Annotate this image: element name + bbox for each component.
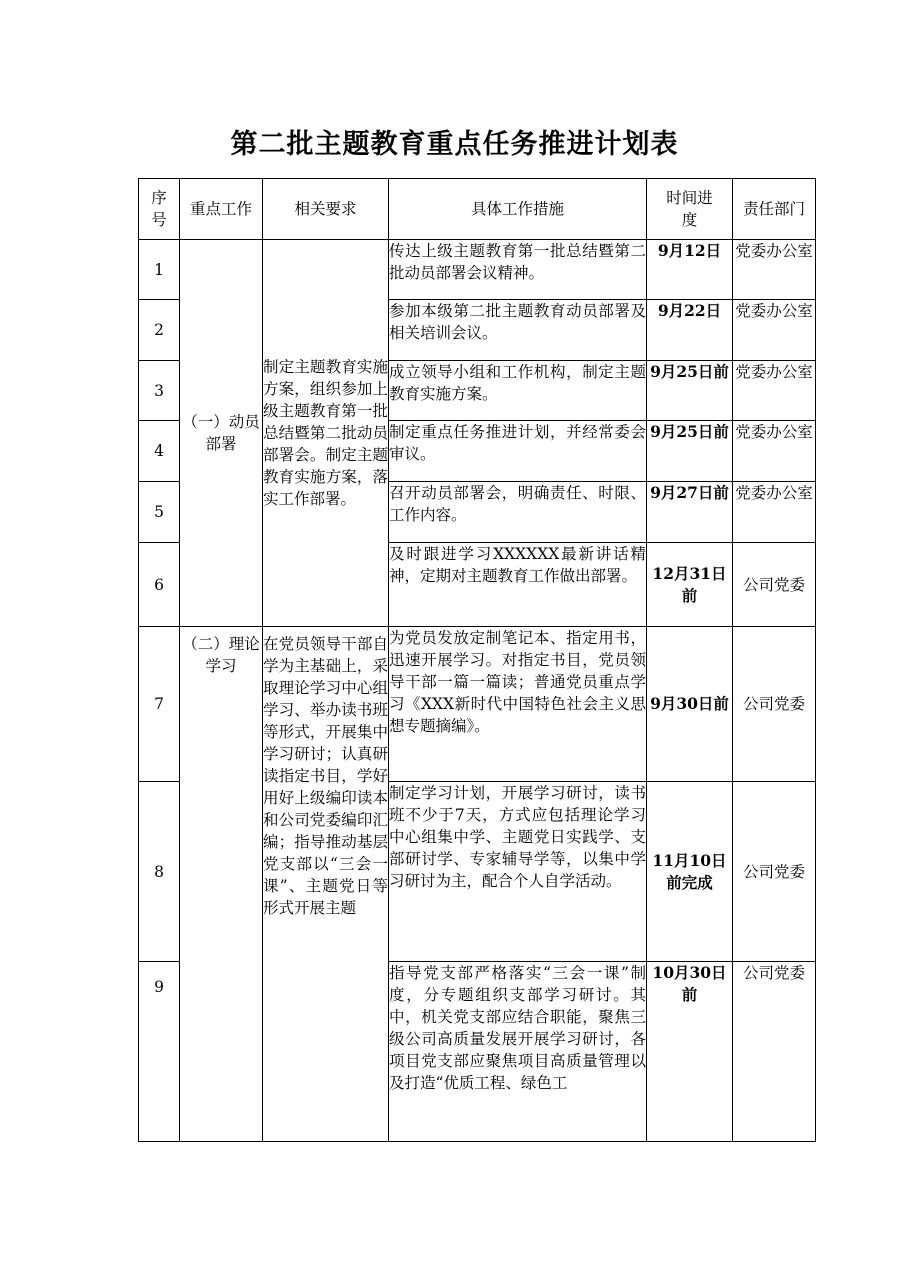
plan-table [138,178,816,1142]
measure-cell: 召开动员部署会，明确责任、时限、工作内容。 [389,482,647,543]
time-cell: 9月25日前 [647,361,733,421]
header-no: 序号 [139,179,180,240]
dept-cell: 党委办公室 [733,482,816,543]
time-cell: 12月31日前 [647,543,733,627]
time-cell: 9月27日前 [647,482,733,543]
row-number: 5 [139,482,180,543]
measure-cell: 制定学习计划，开展学习研讨，读书班不少于7天，方式应包括理论学习中心组集中学、主题党日实践学、支部研讨学、专家辅导学等，以集中学习研讨为主，配合个人自学活动。 [389,782,647,962]
time-cell: 9月30日前 [647,627,733,782]
dept-cell: 公司党委 [733,962,816,1142]
table-header-row [139,179,816,240]
row-number: 4 [139,421,180,482]
measure-cell-text: 指导党支部严格落实“三会一课”制度，分专题组织支部学习研讨。其中，机关党支部应结合职能，聚焦三级公司高质量发展开展学习研讨，各项目党支部应聚焦项目高质量管理以及打造“优质工程、绿色工 [389,964,646,1092]
time-cell: 9月12日 [647,240,733,300]
measure-cell [389,962,647,1142]
dept-cell: 党委办公室 [733,421,816,482]
row-number: 9 [139,962,180,1142]
table-row [139,240,816,300]
measure-cell: 传达上级主题教育第一批总结暨第二批动员部署会议精神。 [389,240,647,300]
dept-cell: 党委办公室 [733,300,816,361]
row-number: 1 [139,240,180,300]
measure-cell: 为党员发放定制笔记本、指定用书，迅速开展学习。对指定书目，党员领导干部一篇一篇读；普通党员重点学习《XXX新时代中国特色社会主义思想专题摘编》。 [389,627,647,782]
dept-cell: 公司党委 [733,782,816,962]
time-cell: 10月30日前 [647,962,733,1142]
measure-cell: 成立领导小组和工作机构，制定主题教育实施方案。 [389,361,647,421]
header-requirement: 相关要求 [263,179,389,240]
time-cell: 11月10日前完成 [647,782,733,962]
row-number: 6 [139,543,180,627]
row-number: 2 [139,300,180,361]
row-number: 3 [139,361,180,421]
header-dept: 责任部门 [733,179,816,240]
header-time: 时间进度 [647,179,733,240]
dept-cell: 党委办公室 [733,240,816,300]
header-key-work: 重点工作 [180,179,263,240]
dept-cell: 公司党委 [733,543,816,627]
measure-cell: 制定重点任务推进计划，并经常委会审议。 [389,421,647,482]
time-cell: 9月22日 [647,300,733,361]
measure-cell: 参加本级第二批主题教育动员部署及相关培训会议。 [389,300,647,361]
page-title: 第二批主题教育重点任务推进计划表 [230,129,679,160]
requirement-cell: 在党员领导干部自学为主基础上，采取理论学习中心组学习、举办读书班等形式，开展集中学习研讨；认真研读指定书目，学好用好上级编印读本和公司党委编印汇编；指导推动基层党支部以“三会一课”、主题党日等形式开展主题 [263,627,389,1142]
dept-cell: 党委办公室 [733,361,816,421]
key-work-cell: （二）理论学习 [180,627,263,1142]
requirement-cell: 制定主题教育实施方案，组织参加上级主题教育第一批总结暨第二批动员部署会。制定主题教育实施方案，落实工作部署。 [263,240,389,627]
table-row [139,627,816,782]
key-work-cell: （一）动员部署 [180,240,263,627]
dept-cell: 公司党委 [733,627,816,782]
row-number: 8 [139,782,180,962]
header-measure: 具体工作措施 [389,179,647,240]
time-cell: 9月25日前 [647,421,733,482]
row-number: 7 [139,627,180,782]
measure-cell: 及时跟进学习XXXXXX最新讲话精神，定期对主题教育工作做出部署。 [389,543,647,627]
